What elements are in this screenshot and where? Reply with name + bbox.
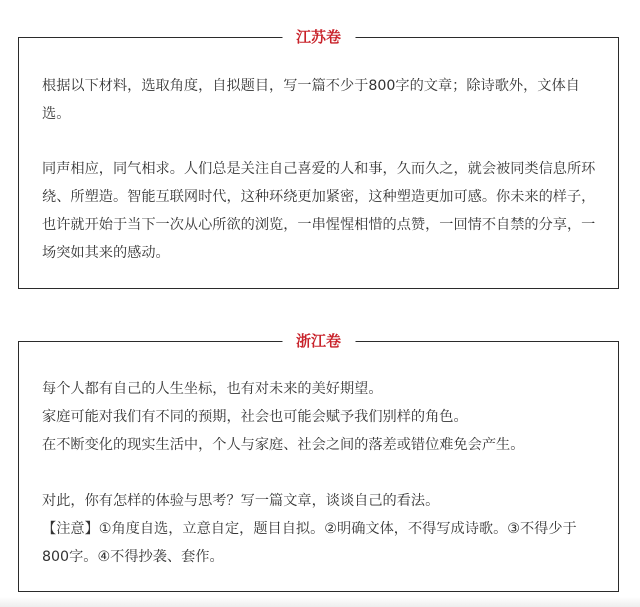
jiangsu-material: 同声相应，同气相求。人们总是关注自己喜爱的人和事，久而久之，就会被同类信息所环绕、所塑造。智能互联网时代，这种环绕更加紧密，这种塑造更加可感。你未来的样子，也许就开始于当下一次从心所欲的浏览，一串惺惺相惜的点赞，一回情不自禁的分享，一场突如其来的感动。 (42, 161, 596, 261)
zhejiang-line-3: 在不断变化的现实生活中，个人与家庭、社会之间的落差或错位难免会产生。 (42, 437, 525, 453)
zhejiang-card-title: 浙江卷 (282, 331, 355, 351)
zhejiang-line-2: 家庭可能对我们有不同的预期，社会也可能会赋予我们别样的角色。 (42, 409, 468, 425)
jiangsu-card-title: 江苏卷 (282, 27, 355, 47)
zhejiang-card-body (42, 375, 600, 571)
jiangsu-card-body (42, 72, 600, 267)
zhejiang-question: 对此，你有怎样的体验与思考？写一篇文章，谈谈自己的看法。 (42, 493, 440, 509)
page-bottom-shadow (0, 597, 640, 607)
jiangsu-prompt: 根据以下材料，选取角度，自拟题目，写一篇不少于800字的文章；除诗歌外，文体自选。 (42, 78, 580, 122)
zhejiang-note: 【注意】①角度自选，立意自定，题目自拟。②明确文体，不得写成诗歌。③不得少于800字。④不得抄袭、套作。 (42, 521, 577, 565)
zhejiang-essay-card (18, 332, 619, 592)
jiangsu-essay-card (18, 28, 619, 289)
zhejiang-line-1: 每个人都有自己的人生坐标，也有对未来的美好期望。 (42, 381, 383, 397)
